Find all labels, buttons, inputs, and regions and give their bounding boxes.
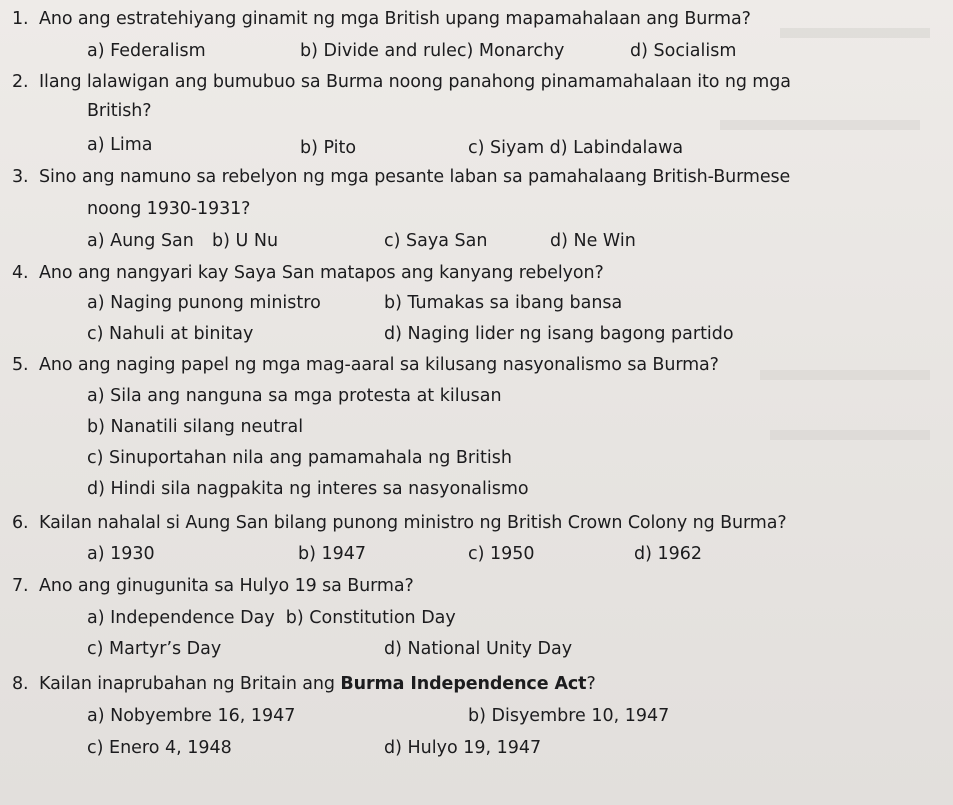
- option-c: c) Nahuli at binitay: [87, 324, 254, 344]
- question-text-part: Kailan inaprubahan ng Britain ang: [39, 674, 341, 694]
- option-b: b) Tumakas sa ibang bansa: [384, 293, 623, 313]
- question-3: [12, 166, 790, 188]
- question-number: 4.: [12, 263, 29, 283]
- option-a: a) 1930: [87, 544, 155, 564]
- question-text-part: ?: [586, 674, 596, 694]
- bleed-through-smudge: [760, 370, 930, 380]
- bleed-through-smudge: [770, 430, 930, 440]
- option-c: c) Sinuportahan nila ang pamamahala ng British: [87, 448, 512, 468]
- option-d: d) National Unity Day: [384, 639, 573, 659]
- question-number: 2.: [12, 72, 29, 92]
- option-d: d) Hulyo 19, 1947: [384, 738, 542, 758]
- question-6: [12, 512, 787, 534]
- option-d: d) 1962: [634, 544, 703, 564]
- option-c: c) Enero 4, 1948: [87, 738, 232, 758]
- question-text-continued: British?: [87, 101, 152, 121]
- option-b: b) Pito: [300, 138, 357, 158]
- option-c: c) Siyam d) Labindalawa: [468, 138, 684, 158]
- question-text: Ano ang naging papel ng mga mag-aaral sa kilusang nasyonalismo sa Burma?: [39, 355, 719, 375]
- option-c: c) 1950: [468, 544, 535, 564]
- option-a: a) Naging punong ministro: [87, 293, 321, 313]
- question-number: 7.: [12, 576, 29, 596]
- option-a-b: a) Independence Day b) Constitution Day: [87, 608, 456, 628]
- question-text: Sino ang namuno sa rebelyon ng mga pesante laban sa pamahalaang British-Burmese: [39, 167, 791, 187]
- question-number: 8.: [12, 674, 29, 694]
- option-b: b) Divide and rulec) Monarchy: [300, 41, 565, 61]
- option-a: a) Federalism: [87, 41, 206, 61]
- question-number: 1.: [12, 9, 29, 29]
- option-d: d) Naging lider ng isang bagong partido: [384, 324, 734, 344]
- question-7: [12, 575, 414, 597]
- question-1: [12, 8, 751, 30]
- bleed-through-smudge: [720, 120, 920, 130]
- option-d: d) Hindi sila nagpakita ng interes sa nasyonalismo: [87, 479, 529, 499]
- option-a: a) Nobyembre 16, 1947: [87, 706, 296, 726]
- option-b: b) U Nu: [212, 231, 279, 251]
- question-5: [12, 354, 719, 376]
- option-d: d) Socialism: [630, 41, 737, 61]
- option-a: a) Aung San: [87, 231, 194, 251]
- question-text: Ano ang nangyari kay Saya San matapos ang kanyang rebelyon?: [39, 263, 604, 283]
- question-text: Ano ang estratehiyang ginamit ng mga British upang mapamahalaan ang Burma?: [39, 9, 751, 29]
- question-text-bold: Burma Independence Act: [340, 674, 587, 694]
- option-a: a) Lima: [87, 135, 153, 155]
- question-text: Kailan nahalal si Aung San bilang punong ministro ng British Crown Colony ng Burma?: [39, 513, 787, 533]
- question-number: 6.: [12, 513, 29, 533]
- option-b: b) Nanatili silang neutral: [87, 417, 304, 437]
- question-8: [12, 673, 596, 695]
- bleed-through-smudge: [780, 28, 930, 38]
- option-d: d) Ne Win: [550, 231, 636, 251]
- question-text: [39, 674, 596, 694]
- question-4: [12, 262, 604, 284]
- question-text: Ano ang ginugunita sa Hulyo 19 sa Burma?: [39, 576, 414, 596]
- option-a: a) Sila ang nanguna sa mga protesta at kilusan: [87, 386, 502, 406]
- question-number: 5.: [12, 355, 29, 375]
- option-c: c) Martyr’s Day: [87, 639, 222, 659]
- question-text-continued: noong 1930-1931?: [87, 199, 251, 219]
- question-text: Ilang lalawigan ang bumubuo sa Burma noong panahong pinamamahalaan ito ng mga: [39, 72, 791, 92]
- option-b: b) 1947: [298, 544, 367, 564]
- question-number: 3.: [12, 167, 29, 187]
- question-2: [12, 71, 791, 93]
- option-b: b) Disyembre 10, 1947: [468, 706, 670, 726]
- option-c: c) Saya San: [384, 231, 488, 251]
